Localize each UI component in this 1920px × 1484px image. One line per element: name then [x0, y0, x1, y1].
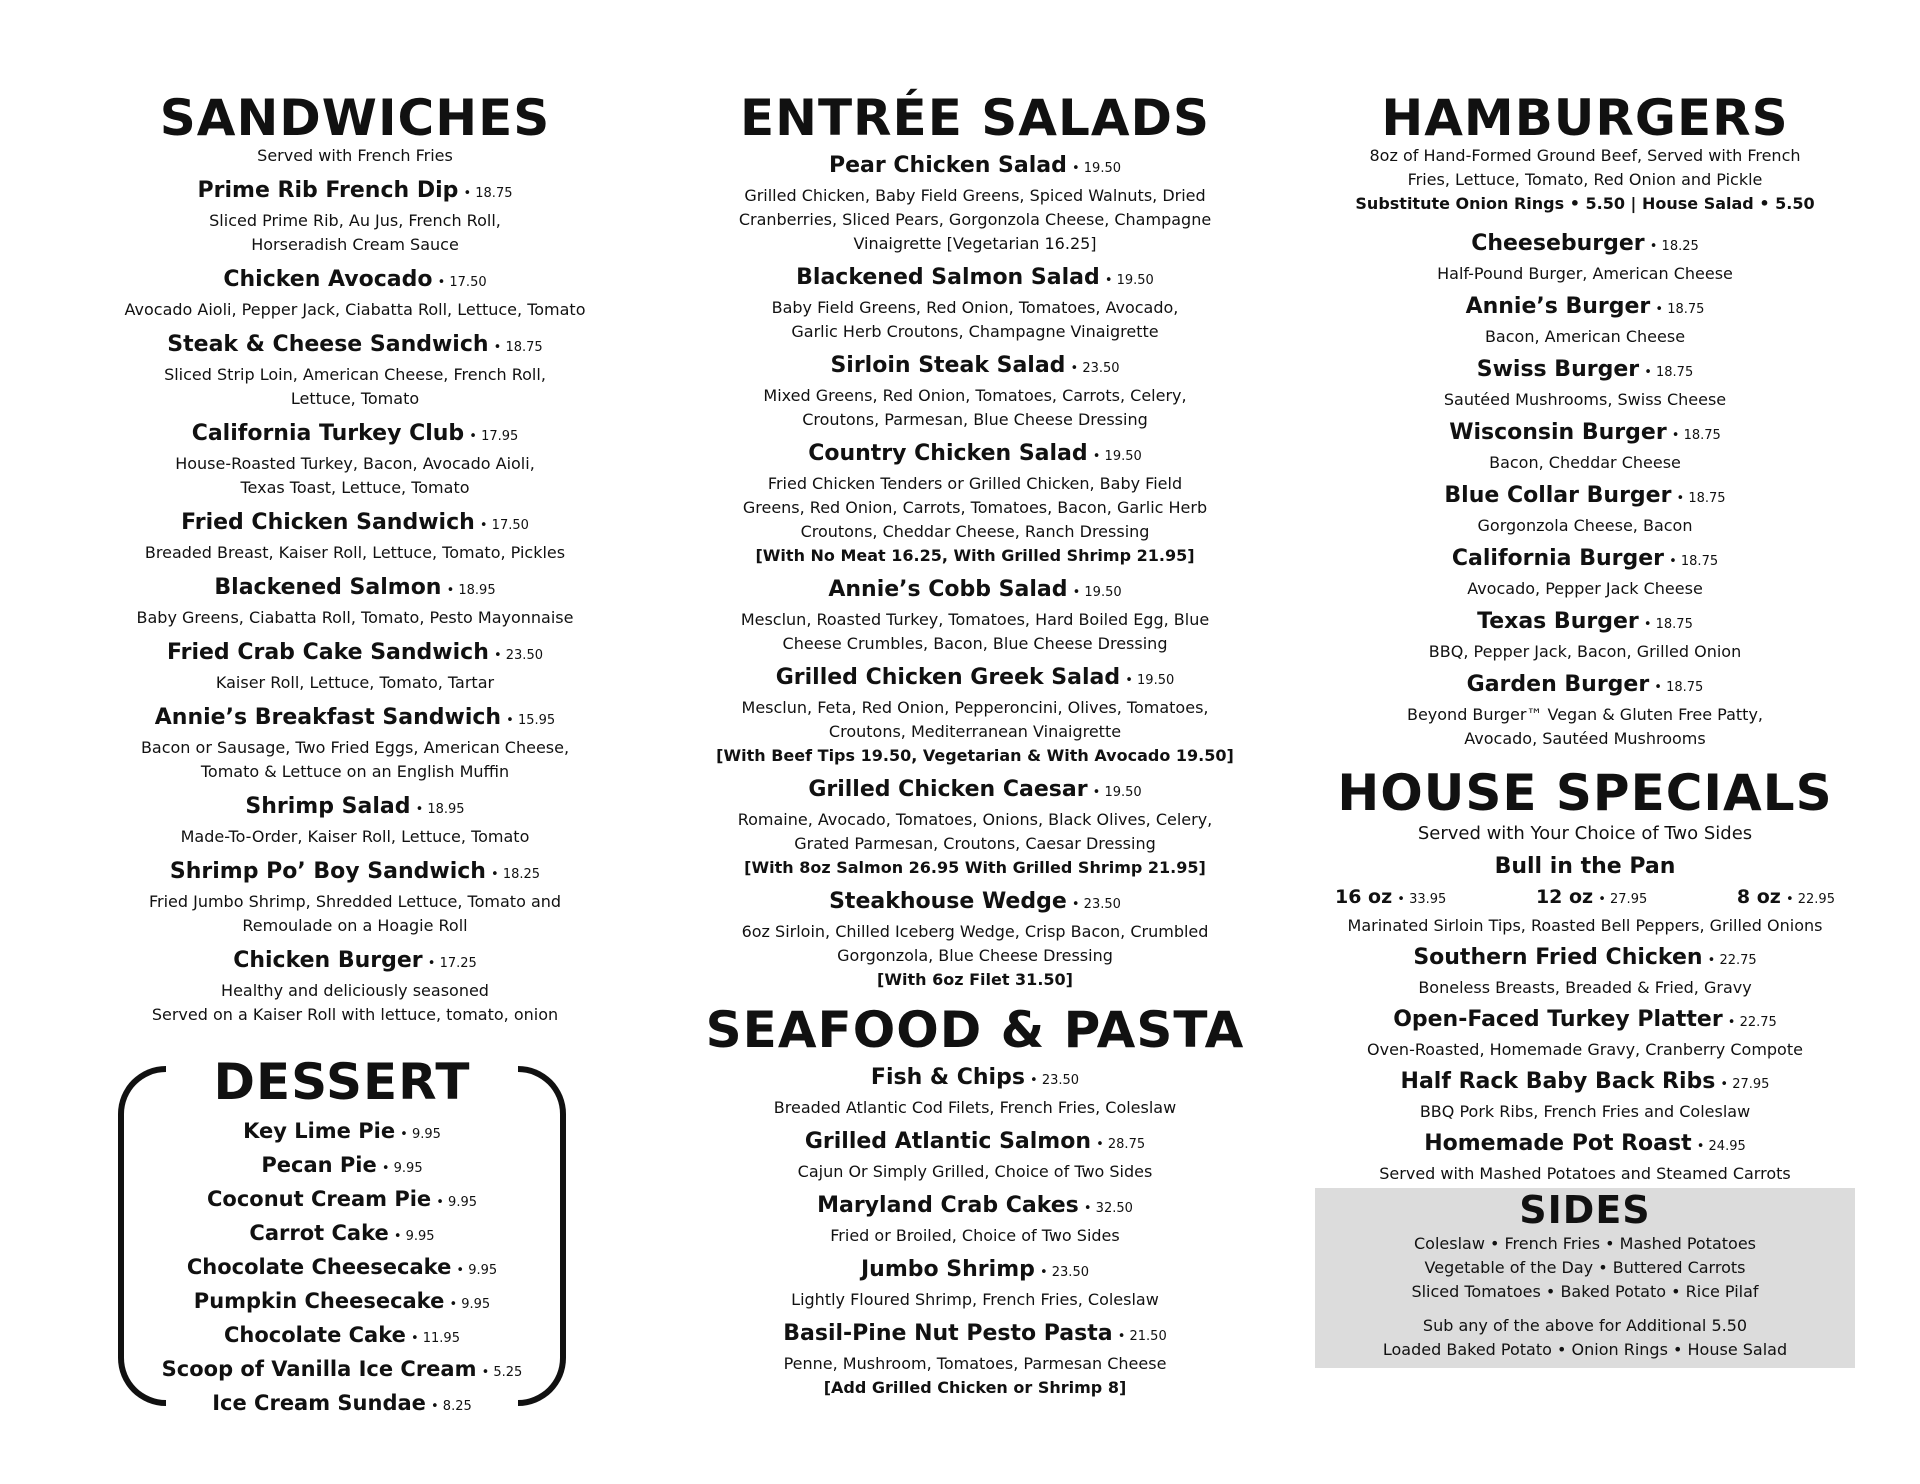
item-description: Texas Toast, Lettuce, Tomato — [240, 478, 470, 497]
item-description: Greens, Red Onion, Carrots, Tomatoes, Bacon, Garlic Herb — [742, 498, 1208, 517]
item-description: Baby Field Greens, Red Onion, Tomatoes, Avocado, — [771, 298, 1179, 317]
item-price: • 18.75 — [463, 186, 513, 201]
item-note: [With Beef Tips 19.50, Vegetarian & With Avocado 19.50] — [716, 746, 1234, 765]
item-description: Boneless Breasts, Breaded & Fried, Gravy — [1418, 978, 1752, 997]
item-price: • 18.75 — [1655, 302, 1705, 317]
menu-item-steak-cheese-sandwich — [80, 329, 630, 411]
item-name: Coconut Cream Pie — [206, 1187, 432, 1211]
item-description: Served with Mashed Potatoes and Steamed Carrots — [1379, 1164, 1791, 1183]
hamburgers-list — [1315, 228, 1855, 751]
item-description: Fried or Broiled, Choice of Two Sides — [830, 1226, 1120, 1245]
menu-item-fish-chips — [695, 1062, 1255, 1120]
menu-item-shrimp-po-boy-sandwich — [80, 856, 630, 938]
item-description: Horseradish Cream Sauce — [251, 235, 459, 254]
sides-section — [1315, 1188, 1855, 1368]
item-price: • 9.95 — [436, 1195, 477, 1210]
item-name: Cheeseburger — [1471, 231, 1645, 256]
item-price: • 22.75 — [1727, 1015, 1777, 1030]
item-name: Key Lime Pie — [243, 1119, 396, 1143]
item-description: Penne, Mushroom, Tomatoes, Parmesan Cheese — [783, 1354, 1167, 1373]
item-price: • 19.50 — [1072, 585, 1122, 600]
item-price: • 17.50 — [437, 275, 487, 290]
item-name: Ice Cream Sundae — [212, 1391, 426, 1415]
item-name: Sirloin Steak Salad — [830, 353, 1066, 378]
menu-item-annie-s-cobb-salad — [695, 574, 1255, 656]
item-price: • 9.95 — [400, 1127, 441, 1142]
item-description: Lettuce, Tomato — [290, 389, 420, 408]
menu-item-chicken-burger — [80, 945, 630, 1027]
item-price: • 19.50 — [1071, 161, 1122, 176]
house-specials-list — [1315, 942, 1855, 1186]
item-price: • 18.75 — [1676, 491, 1726, 506]
item-price: • 9.95 — [449, 1297, 491, 1312]
menu-item-california-burger — [1315, 543, 1855, 601]
item-description: BBQ, Pepper Jack, Bacon, Grilled Onion — [1428, 642, 1742, 661]
item-description: Avocado Aioli, Pepper Jack, Ciabatta Roll, Lettuce, Tomato — [124, 300, 586, 319]
item-name: Blackened Salmon — [214, 575, 442, 600]
item-description: House-Roasted Turkey, Bacon, Avocado Aioli, — [175, 454, 535, 473]
sandwiches-section — [80, 89, 630, 1027]
item-name: Fried Chicken Sandwich — [181, 510, 475, 535]
dessert-section — [118, 1054, 566, 1418]
item-description: Bacon or Sausage, Two Fried Eggs, American Cheese, — [140, 738, 570, 757]
item-name: Blackened Salmon Salad — [796, 265, 1100, 290]
menu-item-open-faced-turkey-platter — [1315, 1004, 1855, 1062]
bull-size-8oz: 8 oz • 22.95 — [1736, 886, 1835, 908]
item-price: • 18.75 — [1669, 554, 1719, 569]
sides-extra-list — [1319, 1314, 1851, 1362]
item-description: Made-To-Order, Kaiser Roll, Lettuce, Tomato — [180, 827, 530, 846]
item-name: Shrimp Po’ Boy Sandwich — [169, 859, 486, 884]
item-price: • 18.95 — [446, 583, 496, 598]
item-price: • 24.95 — [1696, 1139, 1746, 1154]
item-description: Gorgonzola, Blue Cheese Dressing — [837, 946, 1113, 965]
item-name: Basil-Pine Nut Pesto Pasta — [783, 1321, 1113, 1346]
menu-item-country-chicken-salad — [695, 438, 1255, 568]
item-name: California Burger — [1451, 546, 1664, 571]
item-price: • 21.50 — [1117, 1329, 1167, 1344]
salads-list — [695, 150, 1255, 992]
sides-title: SIDES — [1519, 1188, 1651, 1232]
item-price: • 17.95 — [469, 429, 519, 444]
item-price: • 9.95 — [393, 1229, 435, 1244]
item-price: • 23.50 — [1039, 1265, 1089, 1280]
item-price: • 32.50 — [1083, 1201, 1133, 1216]
item-price: • 8.25 — [431, 1399, 472, 1414]
item-price: • 17.50 — [479, 518, 529, 533]
menu-item-annie-s-breakfast-sandwich — [80, 702, 630, 784]
item-name: Chicken Avocado — [223, 267, 433, 292]
menu-item-chocolate-cake — [148, 1320, 536, 1354]
item-description: Tomato & Lettuce on an English Muffin — [200, 762, 510, 781]
item-name: Wisconsin Burger — [1449, 420, 1667, 445]
item-price: • 9.95 — [381, 1161, 423, 1176]
item-description: Avocado, Pepper Jack Cheese — [1467, 579, 1703, 598]
menu-item-swiss-burger — [1315, 354, 1855, 412]
item-description: Bacon, American Cheese — [1484, 327, 1686, 346]
item-description: Avocado, Sautéed Mushrooms — [1464, 729, 1706, 748]
item-description: Sliced Strip Loin, American Cheese, French Roll, — [164, 365, 546, 384]
menu-item-chicken-avocado — [80, 264, 630, 322]
item-price: • 15.95 — [506, 713, 556, 728]
menu-item-carrot-cake — [148, 1218, 536, 1252]
item-description: Grilled Chicken, Baby Field Greens, Spiced Walnuts, Dried — [744, 186, 1206, 205]
dessert-title: DESSERT — [213, 1053, 471, 1111]
item-name: Pumpkin Cheesecake — [193, 1289, 445, 1313]
item-description: Sautéed Mushrooms, Swiss Cheese — [1443, 390, 1727, 409]
item-description: Grated Parmesan, Croutons, Caesar Dressing — [794, 834, 1156, 853]
menu-item-coconut-cream-pie — [148, 1184, 536, 1218]
menu-item-fried-crab-cake-sandwich — [80, 637, 630, 695]
menu-item-blackened-salmon-salad — [695, 262, 1255, 344]
sides-extra-line: Loaded Baked Potato • Onion Rings • House Salad — [1382, 1340, 1788, 1359]
menu-item-blue-collar-burger — [1315, 480, 1855, 538]
item-price: • 18.75 — [1644, 365, 1694, 380]
item-name: Grilled Chicken Greek Salad — [775, 665, 1121, 690]
menu-item-blackened-salmon — [80, 572, 630, 630]
item-price: • 27.95 — [1720, 1077, 1770, 1092]
item-name: Annie’s Breakfast Sandwich — [154, 705, 502, 730]
sandwiches-subtitle: Served with French Fries — [257, 146, 453, 165]
item-name: Blue Collar Burger — [1444, 483, 1672, 508]
item-description: Mixed Greens, Red Onion, Tomatoes, Carrots, Celery, — [763, 386, 1187, 405]
item-description: Sliced Prime Rib, Au Jus, French Roll, — [209, 211, 501, 230]
item-description: Baby Greens, Ciabatta Roll, Tomato, Pesto Mayonnaise — [136, 608, 574, 627]
menu-item-scoop-of-vanilla-ice-cream — [148, 1354, 536, 1388]
menu-item-pear-chicken-salad — [695, 150, 1255, 256]
item-name: Swiss Burger — [1476, 357, 1640, 382]
item-name: Steakhouse Wedge — [829, 889, 1067, 914]
item-price: • 18.25 — [491, 867, 541, 882]
hamburgers-subtitle-line-1: 8oz of Hand-Formed Ground Beef, Served with French — [1369, 146, 1801, 165]
item-price: • 17.25 — [427, 956, 477, 971]
item-description: Served on a Kaiser Roll with lettuce, tomato, onion — [151, 1005, 559, 1024]
sandwiches-title: SANDWICHES — [159, 89, 551, 147]
bull-size-list — [1315, 883, 1855, 914]
item-note: [With 8oz Salmon 26.95 With Grilled Shrimp 21.95] — [744, 858, 1206, 877]
item-description: Breaded Atlantic Cod Filets, French Fries, Coleslaw — [773, 1098, 1177, 1117]
menu-item-ice-cream-sundae — [148, 1388, 536, 1422]
menu-item-grilled-chicken-greek-salad — [695, 662, 1255, 768]
item-name: Steak & Cheese Sandwich — [167, 332, 489, 357]
item-price: • 19.50 — [1092, 449, 1142, 464]
item-description: Cajun Or Simply Grilled, Choice of Two Sides — [797, 1162, 1153, 1181]
item-description: Croutons, Mediterranean Vinaigrette — [828, 722, 1122, 741]
item-name: Jumbo Shrimp — [861, 1257, 1035, 1282]
sides-extra-line: Sub any of the above for Additional 5.50 — [1422, 1316, 1748, 1335]
item-description: Remoulade on a Hoagie Roll — [242, 916, 468, 935]
item-description: Beyond Burger™ Vegan & Gluten Free Patty, — [1406, 705, 1764, 724]
item-name: Pecan Pie — [261, 1153, 377, 1177]
item-description: Garlic Herb Croutons, Champagne Vinaigrette — [791, 322, 1159, 341]
menu-item-pecan-pie — [148, 1150, 536, 1184]
item-name: Fish & Chips — [870, 1065, 1025, 1090]
item-price: • 18.25 — [1649, 239, 1699, 254]
menu-item-fried-chicken-sandwich — [80, 507, 630, 565]
item-description: Bacon, Cheddar Cheese — [1489, 453, 1681, 472]
item-note: [With 6oz Filet 31.50] — [877, 970, 1073, 989]
item-name: Maryland Crab Cakes — [817, 1193, 1079, 1218]
menu-item-steakhouse-wedge — [695, 886, 1255, 992]
item-name: Annie’s Cobb Salad — [828, 577, 1068, 602]
sides-line: Coleslaw • French Fries • Mashed Potatoes — [1413, 1234, 1756, 1253]
item-price: • 18.75 — [1671, 428, 1721, 443]
item-note: [Add Grilled Chicken or Shrimp 8] — [823, 1378, 1127, 1397]
menu-item-texas-burger — [1315, 606, 1855, 664]
hamburgers-substitute-note: Substitute Onion Rings • 5.50 | House Salad • 5.50 — [1355, 194, 1815, 213]
item-price: • 23.50 — [1070, 361, 1120, 376]
dessert-list — [148, 1116, 536, 1422]
item-description: 6oz Sirloin, Chilled Iceberg Wedge, Crisp Bacon, Crumbled — [741, 922, 1209, 941]
item-description: Romaine, Avocado, Tomatoes, Onions, Black Olives, Celery, — [737, 810, 1213, 829]
item-description: BBQ Pork Ribs, French Fries and Coleslaw — [1419, 1102, 1751, 1121]
item-description: Fried Jumbo Shrimp, Shredded Lettuce, Tomato and — [148, 892, 562, 911]
salads-section — [695, 89, 1255, 1400]
seafood-list — [695, 1062, 1255, 1400]
menu-item-southern-fried-chicken — [1315, 942, 1855, 1000]
sides-line: Sliced Tomatoes • Baked Potato • Rice Pilaf — [1411, 1282, 1759, 1301]
item-name: Grilled Chicken Caesar — [808, 777, 1088, 802]
sandwiches-list — [80, 175, 630, 1027]
item-price: • 19.50 — [1092, 785, 1142, 800]
item-description: Lightly Floured Shrimp, French Fries, Coleslaw — [791, 1290, 1159, 1309]
item-price: • 18.75 — [493, 340, 543, 355]
bull-in-the-pan-desc: Marinated Sirloin Tips, Roasted Bell Peppers, Grilled Onions — [1347, 916, 1823, 935]
item-price: • 22.75 — [1707, 953, 1757, 968]
menu-item-grilled-atlantic-salmon — [695, 1126, 1255, 1184]
menu-item-california-turkey-club — [80, 418, 630, 500]
menu-item-key-lime-pie — [148, 1116, 536, 1150]
item-name: Pear Chicken Salad — [828, 153, 1067, 178]
item-price: • 19.50 — [1104, 273, 1154, 288]
menu-item-pumpkin-cheesecake — [148, 1286, 536, 1320]
item-name: Southern Fried Chicken — [1413, 945, 1703, 970]
item-description: Vinaigrette [Vegetarian 16.25] — [853, 234, 1097, 253]
item-price: • 23.50 — [1071, 897, 1121, 912]
menu-item-half-rack-baby-back-ribs — [1315, 1066, 1855, 1124]
salads-title: ENTRÉE SALADS — [739, 89, 1211, 147]
item-description: Oven-Roasted, Homemade Gravy, Cranberry Compote — [1367, 1040, 1803, 1059]
menu-item-maryland-crab-cakes — [695, 1190, 1255, 1248]
item-name: Half Rack Baby Back Ribs — [1400, 1069, 1716, 1094]
menu-item-jumbo-shrimp — [695, 1254, 1255, 1312]
item-name: Country Chicken Salad — [808, 441, 1088, 466]
item-name: Annie’s Burger — [1465, 294, 1651, 319]
sides-list — [1319, 1232, 1851, 1304]
item-price: • 5.25 — [481, 1365, 523, 1380]
item-name: Grilled Atlantic Salmon — [804, 1129, 1091, 1154]
item-name: Chocolate Cheesecake — [186, 1255, 452, 1279]
item-name: Scoop of Vanilla Ice Cream — [161, 1357, 477, 1381]
hamburgers-subtitle-line-2: Fries, Lettuce, Tomato, Red Onion and Pickle — [1407, 170, 1763, 189]
item-description: Cheese Crumbles, Bacon, Blue Cheese Dressing — [782, 634, 1168, 653]
item-description: Mesclun, Feta, Red Onion, Pepperoncini, Olives, Tomatoes, — [741, 698, 1209, 717]
menu-item-sirloin-steak-salad — [695, 350, 1255, 432]
menu-item-homemade-pot-roast — [1315, 1128, 1855, 1186]
item-description: Half-Pound Burger, American Cheese — [1437, 264, 1733, 283]
item-name: California Turkey Club — [191, 421, 465, 446]
item-name: Shrimp Salad — [245, 794, 411, 819]
bull-in-the-pan-item — [1315, 851, 1855, 938]
item-description: Cranberries, Sliced Pears, Gorgonzola Cheese, Champagne — [738, 210, 1212, 229]
menu-item-grilled-chicken-caesar — [695, 774, 1255, 880]
item-price: • 18.95 — [415, 802, 465, 817]
item-price: • 23.50 — [1030, 1073, 1080, 1088]
item-name: Garden Burger — [1466, 672, 1650, 697]
item-name: Chocolate Cake — [224, 1323, 406, 1347]
item-price: • 9.95 — [456, 1263, 498, 1278]
menu-item-garden-burger — [1315, 669, 1855, 751]
menu-item-shrimp-salad — [80, 791, 630, 849]
item-description: Croutons, Cheddar Cheese, Ranch Dressing — [800, 522, 1150, 541]
item-description: Mesclun, Roasted Turkey, Tomatoes, Hard Boiled Egg, Blue — [740, 610, 1210, 629]
menu-item-chocolate-cheesecake — [148, 1252, 536, 1286]
menu-item-prime-rib-french-dip — [80, 175, 630, 257]
item-description: Kaiser Roll, Lettuce, Tomato, Tartar — [215, 673, 495, 692]
hamburgers-section — [1315, 89, 1855, 1368]
item-description: Gorgonzola Cheese, Bacon — [1477, 516, 1693, 535]
item-name: Carrot Cake — [249, 1221, 389, 1245]
item-name: Fried Crab Cake Sandwich — [167, 640, 489, 665]
item-description: Healthy and deliciously seasoned — [221, 981, 489, 1000]
item-price: • 28.75 — [1096, 1137, 1146, 1152]
menu-item-basil-pine-nut-pesto-pasta — [695, 1318, 1255, 1400]
item-name: Open-Faced Turkey Platter — [1393, 1007, 1723, 1032]
item-name: Prime Rib French Dip — [197, 178, 459, 203]
item-description: Breaded Breast, Kaiser Roll, Lettuce, Tomato, Pickles — [144, 543, 566, 562]
item-price: • 19.50 — [1125, 673, 1175, 688]
item-name: Homemade Pot Roast — [1424, 1131, 1692, 1156]
hamburgers-title: HAMBURGERS — [1381, 89, 1789, 147]
item-price: • 18.75 — [1654, 680, 1704, 695]
menu-item-annie-s-burger — [1315, 291, 1855, 349]
item-price: • 18.75 — [1643, 617, 1693, 632]
item-price: • 11.95 — [410, 1331, 460, 1346]
item-description: Croutons, Parmesan, Blue Cheese Dressing — [802, 410, 1148, 429]
item-note: [With No Meat 16.25, With Grilled Shrimp 21.95] — [755, 546, 1195, 565]
item-price: • 23.50 — [493, 648, 543, 663]
item-description: Fried Chicken Tenders or Grilled Chicken, Baby Field — [767, 474, 1183, 493]
house-specials-title: HOUSE SPECIALS — [1337, 764, 1833, 822]
menu-item-cheeseburger — [1315, 228, 1855, 286]
house-specials-subtitle: Served with Your Choice of Two Sides — [1417, 823, 1753, 844]
item-name: Chicken Burger — [233, 948, 423, 973]
seafood-title: SEAFOOD & PASTA — [705, 1001, 1245, 1059]
item-name: Texas Burger — [1477, 609, 1639, 634]
bull-size-16oz: 16 oz • 33.95 — [1335, 886, 1447, 908]
sides-line: Vegetable of the Day • Buttered Carrots — [1424, 1258, 1746, 1277]
bull-size-12oz: 12 oz • 27.95 — [1535, 886, 1648, 908]
menu-item-wisconsin-burger — [1315, 417, 1855, 475]
bull-in-the-pan-name: Bull in the Pan — [1494, 854, 1676, 879]
